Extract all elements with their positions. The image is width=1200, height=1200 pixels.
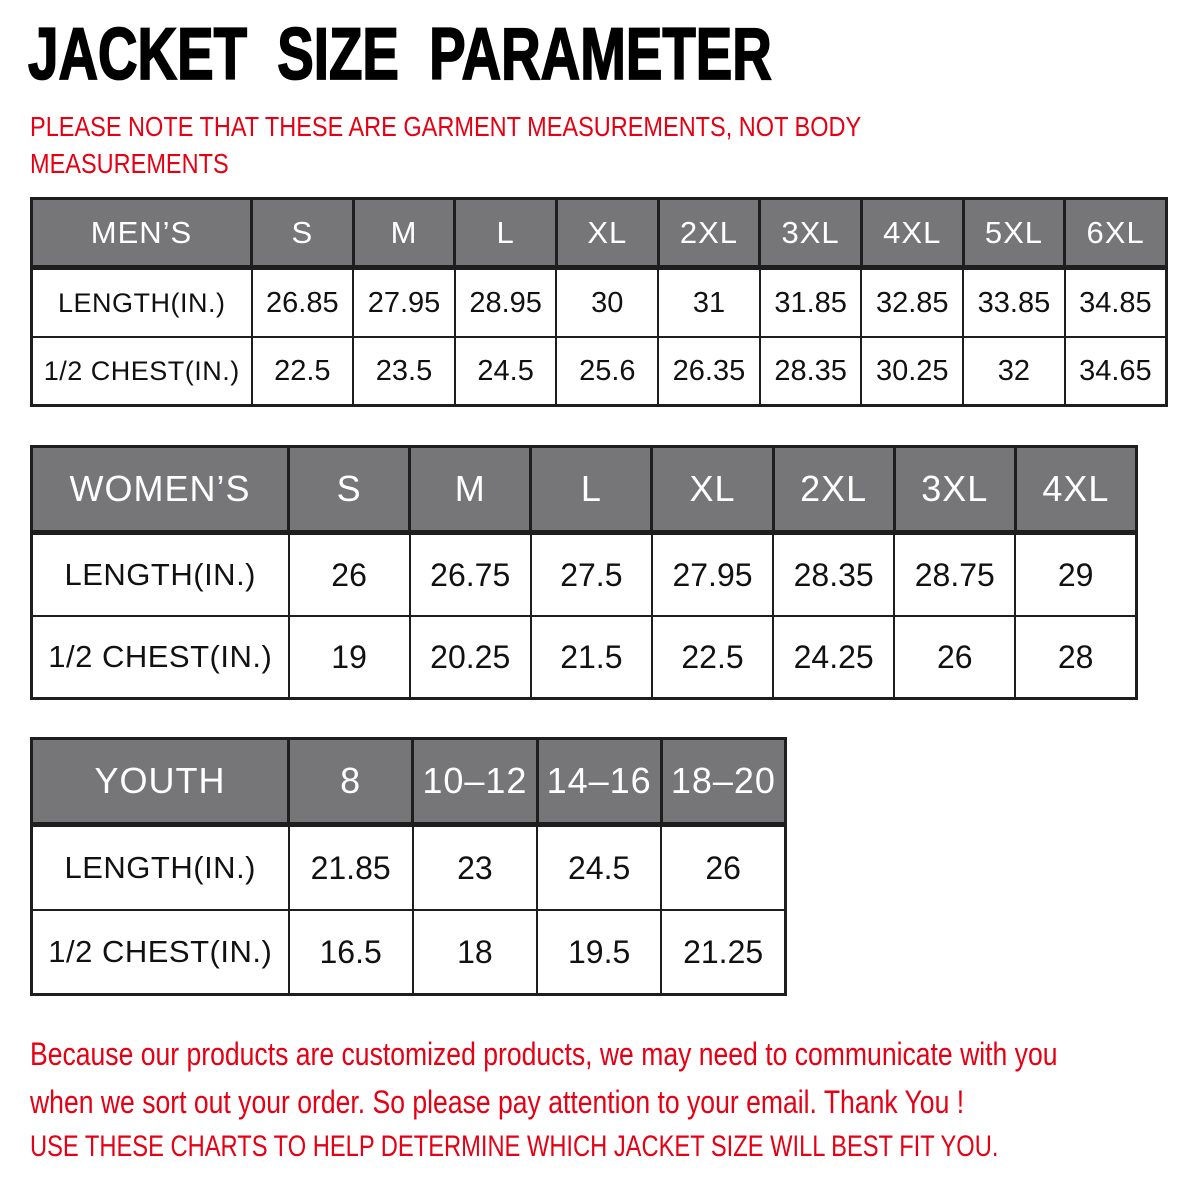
size-column-header: 4XL bbox=[1015, 447, 1136, 533]
value-cell: 21.25 bbox=[661, 910, 785, 995]
row-label-cell: 1/2 CHEST(IN.) bbox=[32, 337, 252, 406]
value-cell: 24.25 bbox=[773, 616, 894, 699]
value-cell: 20.25 bbox=[410, 616, 531, 699]
size-column-header: 5XL bbox=[963, 199, 1065, 268]
garment-note-line2: MEASUREMENTS bbox=[30, 148, 229, 179]
table-row bbox=[32, 533, 1137, 617]
size-column-header: 10–12 bbox=[413, 739, 537, 825]
page-title: JACKET SIZE PARAMETER bbox=[28, 14, 772, 95]
value-cell: 26.35 bbox=[658, 337, 760, 406]
customization-notice-line1: Because our products are customized products, we may need to communicate with you bbox=[30, 1036, 1058, 1072]
table-row bbox=[32, 268, 1167, 338]
size-column-header: M bbox=[410, 447, 531, 533]
value-cell: 28.35 bbox=[773, 533, 894, 617]
size-column-header: 2XL bbox=[658, 199, 760, 268]
size-column-header: S bbox=[252, 199, 354, 268]
value-cell: 33.85 bbox=[963, 268, 1065, 338]
value-cell: 27.5 bbox=[531, 533, 652, 617]
value-cell: 21.85 bbox=[289, 825, 413, 911]
table-title-cell: YOUTH bbox=[32, 739, 289, 825]
value-cell: 22.5 bbox=[252, 337, 354, 406]
value-cell: 28.95 bbox=[455, 268, 557, 338]
row-label-cell: 1/2 CHEST(IN.) bbox=[32, 616, 289, 699]
value-cell: 21.5 bbox=[531, 616, 652, 699]
table-title-cell: WOMEN’S bbox=[32, 447, 289, 533]
value-cell: 28 bbox=[1015, 616, 1136, 699]
value-cell: 27.95 bbox=[652, 533, 773, 617]
row-label-cell: LENGTH(IN.) bbox=[32, 825, 289, 911]
size-column-header: S bbox=[289, 447, 410, 533]
size-column-header: M bbox=[353, 199, 455, 268]
value-cell: 30.25 bbox=[861, 337, 963, 406]
size-column-header: XL bbox=[652, 447, 773, 533]
size-column-header: L bbox=[531, 447, 652, 533]
value-cell: 23 bbox=[413, 825, 537, 911]
size-header-row bbox=[32, 199, 1167, 268]
value-cell: 29 bbox=[1015, 533, 1136, 617]
value-cell: 26 bbox=[894, 616, 1015, 699]
size-column-header: 18–20 bbox=[661, 739, 785, 825]
value-cell: 23.5 bbox=[353, 337, 455, 406]
value-cell: 32 bbox=[963, 337, 1065, 406]
customization-notice-line2: when we sort out your order. So please pay attention to your email. Thank You ! bbox=[30, 1084, 965, 1120]
size-column-header: 14–16 bbox=[537, 739, 661, 825]
value-cell: 24.5 bbox=[537, 825, 661, 911]
table-row bbox=[32, 337, 1167, 406]
size-column-header: 8 bbox=[289, 739, 413, 825]
value-cell: 27.95 bbox=[353, 268, 455, 338]
table-row bbox=[32, 616, 1137, 699]
size-column-header: XL bbox=[556, 199, 658, 268]
table-row bbox=[32, 910, 786, 995]
value-cell: 22.5 bbox=[652, 616, 773, 699]
value-cell: 26 bbox=[661, 825, 785, 911]
size-column-header: 3XL bbox=[760, 199, 862, 268]
size-header-row bbox=[32, 447, 1137, 533]
value-cell: 16.5 bbox=[289, 910, 413, 995]
garment-note-line1: PLEASE NOTE THAT THESE ARE GARMENT MEASUREMENTS, NOT BODY bbox=[30, 111, 862, 142]
fit-advice-text: USE THESE CHARTS TO HELP DETERMINE WHICH JACKET SIZE WILL BEST FIT YOU. bbox=[30, 1130, 999, 1163]
row-label-cell: LENGTH(IN.) bbox=[32, 533, 289, 617]
value-cell: 26.85 bbox=[252, 268, 354, 338]
size-column-header: 3XL bbox=[894, 447, 1015, 533]
table-title-cell: MEN’S bbox=[32, 199, 252, 268]
row-label-cell: LENGTH(IN.) bbox=[32, 268, 252, 338]
youth-size-table bbox=[30, 737, 787, 996]
value-cell: 32.85 bbox=[861, 268, 963, 338]
value-cell: 31.85 bbox=[760, 268, 862, 338]
value-cell: 30 bbox=[556, 268, 658, 338]
value-cell: 34.85 bbox=[1065, 268, 1167, 338]
row-label-cell: 1/2 CHEST(IN.) bbox=[32, 910, 289, 995]
value-cell: 26 bbox=[289, 533, 410, 617]
value-cell: 26.75 bbox=[410, 533, 531, 617]
size-column-header: L bbox=[455, 199, 557, 268]
value-cell: 19.5 bbox=[537, 910, 661, 995]
value-cell: 28.35 bbox=[760, 337, 862, 406]
value-cell: 24.5 bbox=[455, 337, 557, 406]
customization-notice bbox=[30, 1030, 1200, 1126]
value-cell: 25.6 bbox=[556, 337, 658, 406]
value-cell: 19 bbox=[289, 616, 410, 699]
size-column-header: 4XL bbox=[861, 199, 963, 268]
garment-measurement-note bbox=[30, 108, 1020, 182]
size-column-header: 2XL bbox=[773, 447, 894, 533]
table-row bbox=[32, 825, 786, 911]
size-column-header: 6XL bbox=[1065, 199, 1167, 268]
size-header-row bbox=[32, 739, 786, 825]
mens-size-table bbox=[30, 197, 1168, 407]
womens-size-table bbox=[30, 445, 1138, 700]
value-cell: 34.65 bbox=[1065, 337, 1167, 406]
value-cell: 28.75 bbox=[894, 533, 1015, 617]
value-cell: 18 bbox=[413, 910, 537, 995]
value-cell: 31 bbox=[658, 268, 760, 338]
